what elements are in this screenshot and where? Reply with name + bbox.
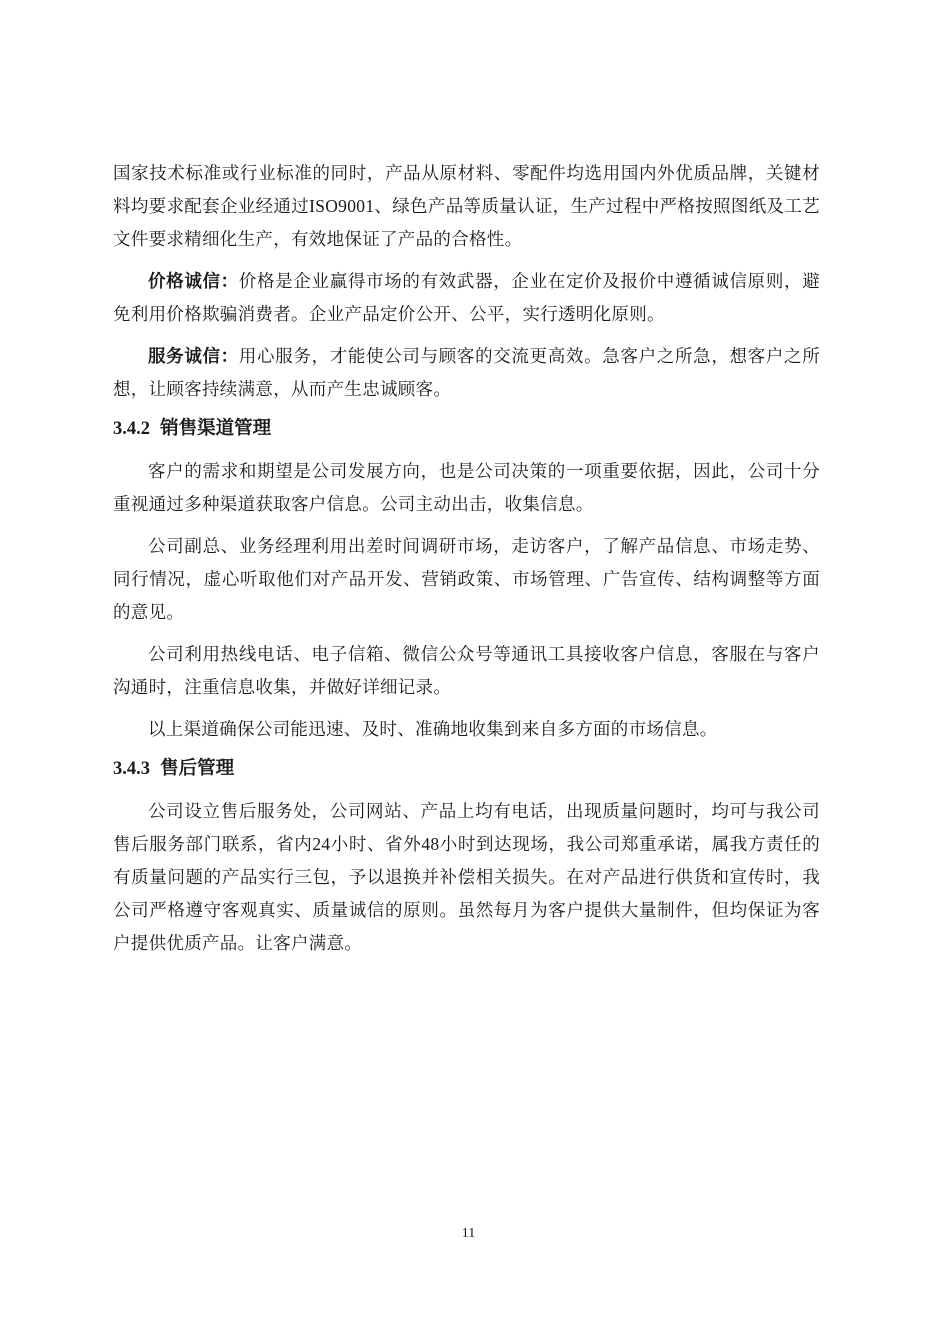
paragraph-channels-summary: 以上渠道确保公司能迅速、及时、准确地收集到来自多方面的市场信息。 [148, 719, 718, 739]
paragraph-after-sales: 公司设立售后服务处，公司网站、产品上均有电话，出现质量问题时，均可与我公司售后服务部门联系，省内24小时、省外48小时到达现场，我公司郑重承诺，属我方责任的有质量问题的产品实行三包，予以退换并补偿相关损失。在对产品进行供货和宣传时，我公司严格遵守客观真实、质量诚信的原则。虽然每月为客户提供大量制件，但均保证为客户提供优质产品。让客户满意。 [113, 801, 820, 953]
section-title-sales-channel: 销售渠道管理 [160, 419, 272, 439]
price-integrity-label: 价格诚信： [148, 271, 239, 291]
section-heading-after-sales [113, 755, 820, 783]
section-number-sales-channel: 3.4.2 [113, 419, 150, 439]
service-integrity-text: 用心服务，才能使公司与顾客的交流更高效。急客户之所急，想客户之所想，让顾客持续满意，从而产生忠诚顾客。 [113, 346, 820, 399]
paragraph-quality-continuation: 国家技术标准或行业标准的同时，产品从原材料、零配件均选用国内外优质品牌，关键材料均要求配套企业经通过ISO9001、绿色产品等质量认证，生产过程中严格按照图纸及工艺文件要求精细化生产，有效地保证了产品的合格性。 [113, 163, 820, 249]
service-integrity-label: 服务诚信： [148, 346, 239, 366]
paragraph-market-research: 公司副总、业务经理利用出差时间调研市场，走访客户，了解产品信息、市场走势、同行情况，虚心听取他们对产品开发、营销政策、市场管理、广告宣传、结构调整等方面的意见。 [113, 536, 820, 622]
section-title-after-sales: 售后管理 [160, 759, 235, 779]
paragraph-hotline-channels: 公司利用热线电话、电子信箱、微信公众号等通讯工具接收客户信息，客服在与客户沟通时，注重信息收集，并做好详细记录。 [113, 644, 820, 697]
section-heading-sales-channel [113, 415, 820, 443]
paragraph-service-integrity [113, 340, 820, 406]
paragraph-price-integrity [113, 265, 820, 331]
price-integrity-text: 价格是企业赢得市场的有效武器，企业在定价及报价中遵循诚信原则，避免利用价格欺骗消费者。企业产品定价公开、公平，实行透明化原则。 [113, 271, 820, 324]
page-number: 11 [461, 1226, 476, 1241]
section-number-after-sales: 3.4.3 [113, 759, 150, 779]
paragraph-customer-needs: 客户的需求和期望是公司发展方向，也是公司决策的一项重要依据，因此，公司十分重视通过多种渠道获取客户信息。公司主动出击，收集信息。 [113, 461, 820, 514]
